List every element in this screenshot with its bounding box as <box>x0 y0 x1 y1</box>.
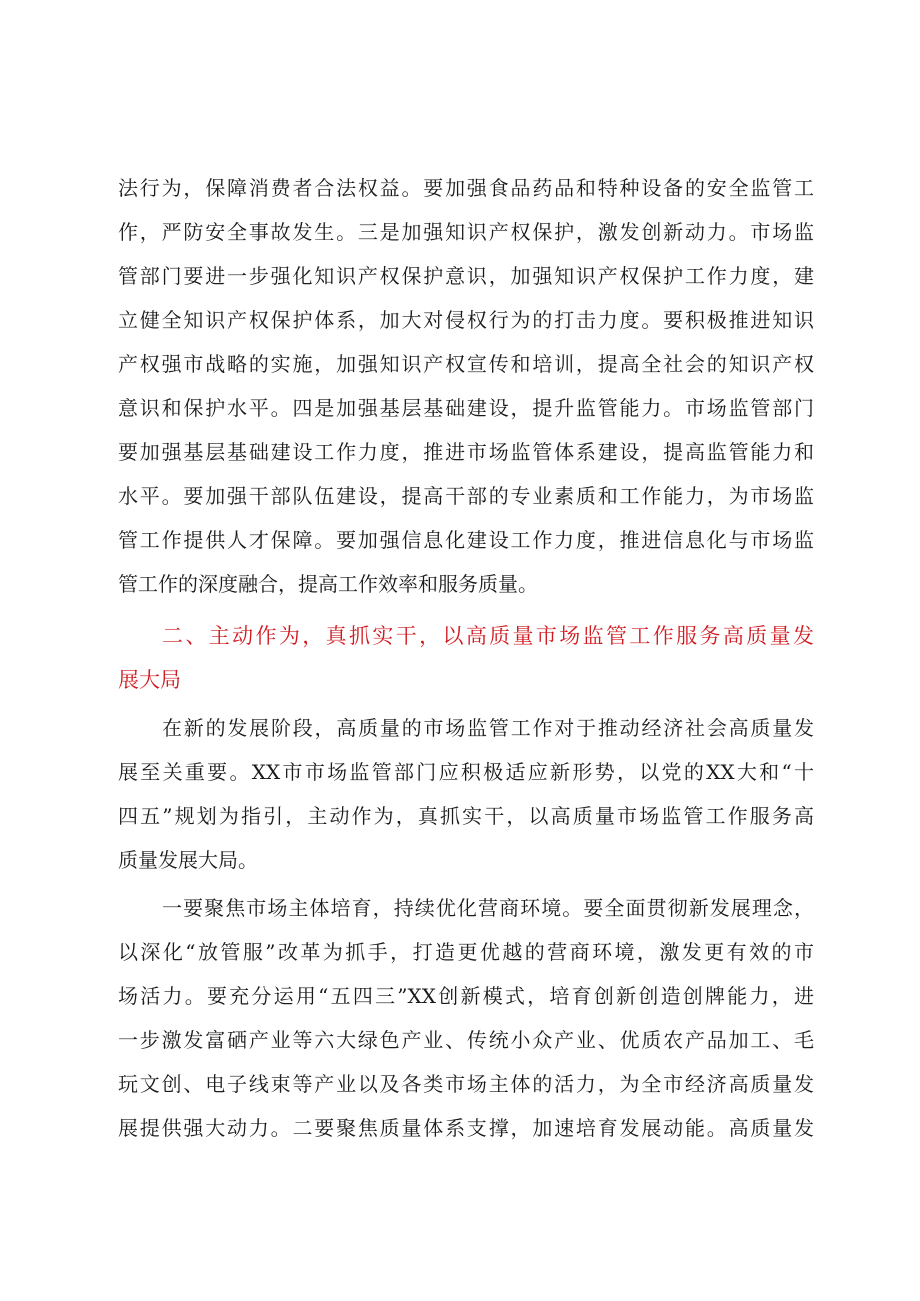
section-heading-line: 二、主动作为，真抓实干，以高质量市场监管工作服务高质量发 <box>162 624 814 648</box>
paragraph-1-line: 产权强市战略的实施，加强知识产权宣传和培训，提高全社会的知识产权 <box>118 352 814 376</box>
paragraph-1-line: 水平。要加强干部队伍建设，提高干部的专业素质和工作能力，为市场监 <box>118 484 814 508</box>
paragraph-1-line: 管工作的深度融合，提高工作效率和服务质量。 <box>118 572 538 596</box>
paragraph-1-line: 立健全知识产权保护体系，加大对侵权行为的打击力度。要积极推进知识 <box>118 308 814 332</box>
paragraph-3-line: 场活力。要充分运用“五四三”XX创新模式，培育创新创造创牌能力，进 <box>118 984 814 1008</box>
paragraph-1-line: 管部门要进一步强化知识产权保护意识，加强知识产权保护工作力度，建 <box>118 264 814 288</box>
paragraph-3-line: 一要聚焦市场主体培育，持续优化营商环境。要全面贯彻新发展理念， <box>162 896 814 920</box>
section-heading-line: 展大局 <box>118 668 181 692</box>
paragraph-2-line: 质量发展大局。 <box>118 848 258 872</box>
paragraph-2-line: 展至关重要。XX市市场监管部门应积极适应新形势，以党的XX大和“十 <box>118 760 814 784</box>
paragraph-2-line: 在新的发展阶段，高质量的市场监管工作对于推动经济社会高质量发 <box>162 716 814 740</box>
paragraph-3-line: 以深化“放管服”改革为抓手，打造更优越的营商环境，激发更有效的市 <box>118 940 814 964</box>
paragraph-3-line: 一步激发富硒产业等六大绿色产业、传统小众产业、优质农产品加工、毛 <box>118 1028 814 1052</box>
paragraph-2-line: 四五”规划为指引，主动作为，真抓实干，以高质量市场监管工作服务高 <box>118 804 814 828</box>
paragraph-3-line: 玩文创、电子线束等产业以及各类市场主体的活力，为全市经济高质量发 <box>118 1072 814 1096</box>
paragraph-3-line: 展提供强大动力。二要聚焦质量体系支撑，加速培育发展动能。高质量发 <box>118 1116 814 1140</box>
paragraph-1-line: 作，严防安全事故发生。三是加强知识产权保护，激发创新动力。市场监 <box>118 220 814 244</box>
paragraph-1-line: 要加强基层基础建设工作力度，推进市场监管体系建设，提高监管能力和 <box>118 440 814 464</box>
paragraph-1-line: 管工作提供人才保障。要加强信息化建设工作力度，推进信息化与市场监 <box>118 528 814 552</box>
paragraph-1-line: 意识和保护水平。四是加强基层基础建设，提升监管能力。市场监管部门 <box>118 396 814 420</box>
paragraph-1-line: 法行为，保障消费者合法权益。要加强食品药品和特种设备的安全监管工 <box>118 176 814 200</box>
